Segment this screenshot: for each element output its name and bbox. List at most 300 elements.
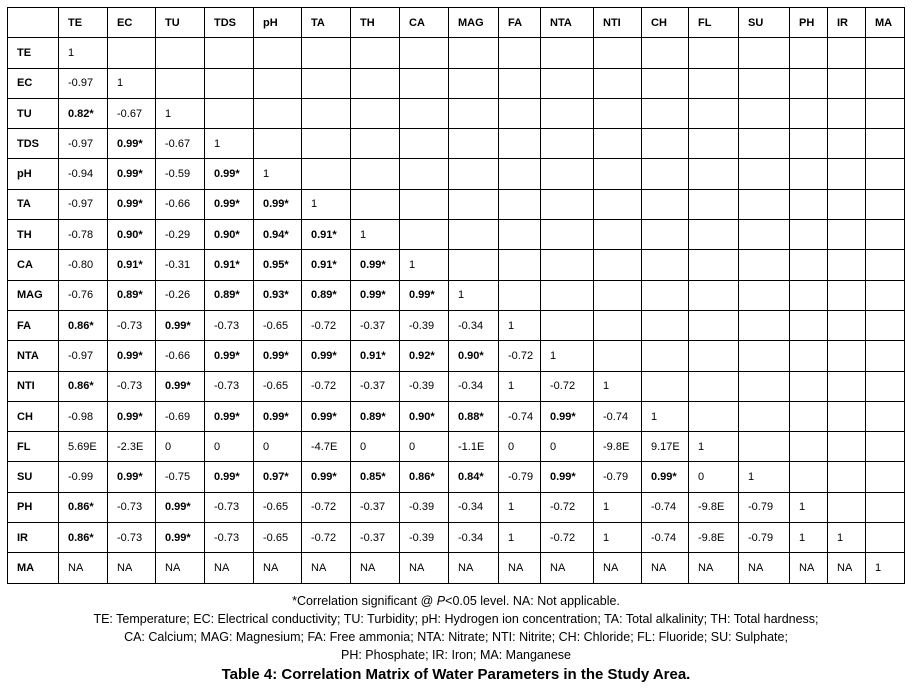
empty-cell	[828, 371, 866, 401]
empty-cell	[642, 189, 689, 219]
table-cell: 0.89*	[351, 401, 400, 431]
table-cell: -0.75	[156, 462, 205, 492]
table-cell: 0.99*	[156, 310, 205, 340]
table-cell: 1	[449, 280, 499, 310]
table-cell: -0.39	[400, 371, 449, 401]
empty-cell	[642, 129, 689, 159]
empty-cell	[739, 280, 790, 310]
empty-cell	[205, 68, 254, 98]
table-cell: 0.82*	[59, 98, 108, 128]
empty-cell	[828, 38, 866, 68]
table-cell: -0.31	[156, 250, 205, 280]
empty-cell	[449, 98, 499, 128]
table-cell: 0.99*	[108, 189, 156, 219]
empty-cell	[594, 98, 642, 128]
table-cell: -0.78	[59, 220, 108, 250]
table-cell: -0.74	[499, 401, 541, 431]
empty-cell	[351, 129, 400, 159]
empty-cell	[351, 98, 400, 128]
table-cell: 0.99*	[156, 492, 205, 522]
table-cell: NA	[594, 553, 642, 583]
table-cell: -0.29	[156, 220, 205, 250]
empty-cell	[541, 250, 594, 280]
column-header: TA	[302, 8, 351, 38]
empty-cell	[790, 189, 828, 219]
table-cell: 0.99*	[254, 341, 302, 371]
empty-cell	[689, 38, 739, 68]
table-cell: -0.39	[400, 310, 449, 340]
empty-cell	[866, 38, 905, 68]
table-cell: -0.79	[739, 492, 790, 522]
empty-cell	[449, 159, 499, 189]
table-cell: -0.66	[156, 341, 205, 371]
empty-cell	[302, 159, 351, 189]
empty-cell	[449, 250, 499, 280]
table-cell: 0.99*	[351, 280, 400, 310]
table-cell: 0.92*	[400, 341, 449, 371]
table-row	[8, 98, 905, 128]
empty-cell	[739, 371, 790, 401]
table-cell: -0.73	[108, 310, 156, 340]
empty-cell	[351, 38, 400, 68]
table-cell: -0.73	[108, 371, 156, 401]
table-cell: -0.72	[302, 523, 351, 553]
table-cell: 1	[790, 523, 828, 553]
empty-cell	[739, 341, 790, 371]
table-cell: 0.99*	[205, 401, 254, 431]
table-cell: -0.74	[642, 523, 689, 553]
table-cell: -0.39	[400, 523, 449, 553]
empty-cell	[499, 98, 541, 128]
empty-cell	[351, 189, 400, 219]
empty-cell	[739, 68, 790, 98]
column-header: CA	[400, 8, 449, 38]
row-header: CA	[8, 250, 59, 280]
table-cell: 1	[108, 68, 156, 98]
table-row	[8, 462, 905, 492]
table-cell: 0.85*	[351, 462, 400, 492]
column-header: FL	[689, 8, 739, 38]
empty-cell	[790, 341, 828, 371]
table-cell: -0.97	[59, 68, 108, 98]
empty-cell	[866, 341, 905, 371]
empty-cell	[828, 280, 866, 310]
empty-cell	[866, 250, 905, 280]
table-cell: -0.94	[59, 159, 108, 189]
table-cell: NA	[499, 553, 541, 583]
row-header: TU	[8, 98, 59, 128]
table-cell: NA	[205, 553, 254, 583]
empty-cell	[594, 220, 642, 250]
empty-cell	[156, 68, 205, 98]
table-row	[8, 189, 905, 219]
table-cell: 1	[499, 310, 541, 340]
empty-cell	[790, 401, 828, 431]
empty-cell	[828, 401, 866, 431]
table-cell: -0.72	[302, 492, 351, 522]
table-cell: -0.73	[108, 492, 156, 522]
table-cell: -0.79	[499, 462, 541, 492]
significance-note-suffix: <0.05 level. NA: Not applicable.	[445, 594, 620, 608]
table-row	[8, 432, 905, 462]
table-cell: -0.79	[739, 523, 790, 553]
table-cell: 0.91*	[108, 250, 156, 280]
table-cell: -9.8E	[689, 523, 739, 553]
table-cell: 0.99*	[400, 280, 449, 310]
empty-cell	[739, 38, 790, 68]
table-cell: 0	[254, 432, 302, 462]
empty-cell	[828, 432, 866, 462]
empty-cell	[254, 98, 302, 128]
empty-cell	[400, 68, 449, 98]
table-header-row	[8, 8, 905, 38]
empty-cell	[866, 310, 905, 340]
table-cell: 0.99*	[205, 159, 254, 189]
row-header: NTI	[8, 371, 59, 401]
empty-cell	[739, 129, 790, 159]
table-cell: -0.73	[205, 371, 254, 401]
empty-cell	[790, 280, 828, 310]
table-cell: -0.65	[254, 371, 302, 401]
empty-cell	[790, 250, 828, 280]
table-cell: 1	[739, 462, 790, 492]
table-cell: 1	[156, 98, 205, 128]
table-cell: 1	[499, 371, 541, 401]
table-cell: -0.39	[400, 492, 449, 522]
table-cell: -1.1E	[449, 432, 499, 462]
row-header: EC	[8, 68, 59, 98]
table-row	[8, 341, 905, 371]
empty-cell	[351, 68, 400, 98]
table-cell: 0.99*	[302, 341, 351, 371]
empty-cell	[449, 189, 499, 219]
column-header: MA	[866, 8, 905, 38]
significance-note	[0, 592, 912, 610]
table-cell: 0.99*	[205, 189, 254, 219]
empty-cell	[449, 129, 499, 159]
table-cell: 0.97*	[254, 462, 302, 492]
table-cell: 1	[594, 523, 642, 553]
row-header: TDS	[8, 129, 59, 159]
significance-note-p: P	[436, 594, 446, 608]
table-cell: -0.67	[156, 129, 205, 159]
table-cell: 0	[689, 462, 739, 492]
empty-cell	[594, 250, 642, 280]
table-cell: 0	[156, 432, 205, 462]
empty-cell	[739, 432, 790, 462]
table-cell: 0.99*	[156, 371, 205, 401]
table-cell: -0.73	[205, 523, 254, 553]
table-cell: 0.91*	[302, 220, 351, 250]
empty-cell	[828, 250, 866, 280]
column-header: TH	[351, 8, 400, 38]
table-cell: NA	[59, 553, 108, 583]
table-row	[8, 38, 905, 68]
empty-cell	[541, 280, 594, 310]
empty-cell	[689, 280, 739, 310]
row-header: pH	[8, 159, 59, 189]
table-cell: 0.99*	[541, 462, 594, 492]
empty-cell	[866, 159, 905, 189]
table-cell: NA	[156, 553, 205, 583]
empty-cell	[689, 189, 739, 219]
empty-cell	[541, 159, 594, 189]
table-cell: NA	[254, 553, 302, 583]
significance-note-prefix: *Correlation significant @	[292, 594, 437, 608]
empty-cell	[828, 68, 866, 98]
table-cell: -0.37	[351, 523, 400, 553]
empty-cell	[828, 98, 866, 128]
empty-cell	[689, 401, 739, 431]
table-cell: 0.88*	[449, 401, 499, 431]
table-cell: 0.90*	[449, 341, 499, 371]
table-cell: -0.59	[156, 159, 205, 189]
table-cell: 0.99*	[108, 129, 156, 159]
empty-cell	[594, 341, 642, 371]
empty-cell	[400, 159, 449, 189]
column-header: TE	[59, 8, 108, 38]
table-cell: 0.99*	[156, 523, 205, 553]
table-cell: NA	[790, 553, 828, 583]
empty-cell	[866, 492, 905, 522]
empty-cell	[739, 401, 790, 431]
table-cell: -0.73	[205, 492, 254, 522]
table-cell: -0.76	[59, 280, 108, 310]
empty-cell	[302, 38, 351, 68]
table-cell: 1	[541, 341, 594, 371]
empty-cell	[499, 129, 541, 159]
empty-cell	[689, 310, 739, 340]
table-cell: NA	[108, 553, 156, 583]
table-cell: 0	[351, 432, 400, 462]
table-cell: -9.8E	[689, 492, 739, 522]
row-header: TE	[8, 38, 59, 68]
table-cell: 1	[689, 432, 739, 462]
empty-cell	[499, 250, 541, 280]
row-header: TH	[8, 220, 59, 250]
table-cell: NA	[739, 553, 790, 583]
table-cell: 1	[499, 523, 541, 553]
table-cell: 0.99*	[302, 401, 351, 431]
empty-cell	[108, 38, 156, 68]
table-cell: -0.99	[59, 462, 108, 492]
table-cell: -0.97	[59, 189, 108, 219]
table-cell: 0.86*	[59, 523, 108, 553]
empty-cell	[541, 68, 594, 98]
table-cell: 0.99*	[108, 341, 156, 371]
empty-cell	[499, 38, 541, 68]
table-row	[8, 129, 905, 159]
empty-cell	[739, 159, 790, 189]
table-cell: -9.8E	[594, 432, 642, 462]
empty-cell	[790, 462, 828, 492]
empty-cell	[828, 492, 866, 522]
table-cell: 1	[594, 371, 642, 401]
table-cell: 1	[499, 492, 541, 522]
table-cell: 0.90*	[205, 220, 254, 250]
empty-cell	[400, 220, 449, 250]
table-cell: 0.86*	[400, 462, 449, 492]
table-cell: 1	[828, 523, 866, 553]
empty-cell	[642, 38, 689, 68]
table-cell: -0.34	[449, 492, 499, 522]
column-header: NTI	[594, 8, 642, 38]
table-cell: 1	[642, 401, 689, 431]
table-cell: 0.86*	[59, 310, 108, 340]
table-footnotes	[0, 592, 912, 664]
empty-cell	[866, 189, 905, 219]
empty-cell	[449, 68, 499, 98]
row-header: FA	[8, 310, 59, 340]
table-cell: 0	[400, 432, 449, 462]
empty-cell	[790, 220, 828, 250]
empty-cell	[499, 68, 541, 98]
empty-cell	[594, 38, 642, 68]
empty-cell	[642, 98, 689, 128]
empty-cell	[689, 98, 739, 128]
table-cell: -2.3E	[108, 432, 156, 462]
table-cell: 0.94*	[254, 220, 302, 250]
empty-cell	[689, 159, 739, 189]
column-header: IR	[828, 8, 866, 38]
column-header: MAG	[449, 8, 499, 38]
table-cell: 0.90*	[400, 401, 449, 431]
row-header: SU	[8, 462, 59, 492]
empty-cell	[866, 432, 905, 462]
empty-cell	[642, 310, 689, 340]
empty-cell	[499, 220, 541, 250]
empty-cell	[594, 68, 642, 98]
empty-cell	[205, 98, 254, 128]
table-cell: -0.37	[351, 492, 400, 522]
table-cell: NA	[642, 553, 689, 583]
empty-cell	[828, 310, 866, 340]
column-header: TU	[156, 8, 205, 38]
empty-cell	[541, 129, 594, 159]
empty-cell	[642, 280, 689, 310]
table-cell: 1	[790, 492, 828, 522]
table-cell: -0.74	[594, 401, 642, 431]
table-cell: 0.93*	[254, 280, 302, 310]
empty-cell	[642, 371, 689, 401]
table-cell: 0.89*	[108, 280, 156, 310]
abbreviations-line: CA: Calcium; MAG: Magnesium; FA: Free ammonia; NTA: Nitrate; NTI: Nitrite; CH: Chloride; FL: Fluoride; SU: Sulphate;	[124, 630, 788, 644]
table-cell: NA	[541, 553, 594, 583]
empty-cell	[790, 98, 828, 128]
empty-cell	[689, 371, 739, 401]
table-row	[8, 523, 905, 553]
table-cell: 0.91*	[351, 341, 400, 371]
row-header: PH	[8, 492, 59, 522]
table-row	[8, 310, 905, 340]
table-cell: 0	[205, 432, 254, 462]
table-cell: -0.26	[156, 280, 205, 310]
empty-cell	[866, 98, 905, 128]
table-cell: 0.91*	[205, 250, 254, 280]
table-cell: 0.99*	[642, 462, 689, 492]
empty-cell	[790, 371, 828, 401]
table-cell: -0.73	[108, 523, 156, 553]
empty-cell	[254, 38, 302, 68]
empty-cell	[254, 68, 302, 98]
empty-cell	[156, 38, 205, 68]
table-cell: 0.84*	[449, 462, 499, 492]
table-cell: 0.99*	[302, 462, 351, 492]
correlation-matrix-table	[7, 7, 905, 584]
empty-cell	[689, 341, 739, 371]
table-cell: 1	[351, 220, 400, 250]
table-cell: NA	[828, 553, 866, 583]
table-row	[8, 159, 905, 189]
row-header: CH	[8, 401, 59, 431]
table-cell: 1	[400, 250, 449, 280]
table-cell: 5.69E	[59, 432, 108, 462]
empty-cell	[594, 310, 642, 340]
table-cell: -0.34	[449, 523, 499, 553]
table-cell: -0.69	[156, 401, 205, 431]
empty-cell	[866, 462, 905, 492]
empty-cell	[642, 68, 689, 98]
row-header: TA	[8, 189, 59, 219]
table-cell: NA	[449, 553, 499, 583]
column-header: SU	[739, 8, 790, 38]
table-cell: 0.99*	[205, 462, 254, 492]
table-cell: -0.65	[254, 310, 302, 340]
empty-cell	[400, 189, 449, 219]
table-row	[8, 553, 905, 583]
table-cell: 0.89*	[302, 280, 351, 310]
empty-cell	[828, 220, 866, 250]
empty-cell	[642, 159, 689, 189]
empty-cell	[642, 220, 689, 250]
column-header: pH	[254, 8, 302, 38]
empty-cell	[449, 220, 499, 250]
table-cell: -0.79	[594, 462, 642, 492]
table-row	[8, 68, 905, 98]
empty-cell	[790, 310, 828, 340]
empty-cell	[866, 523, 905, 553]
table-cell: -0.37	[351, 371, 400, 401]
table-cell: 0.91*	[302, 250, 351, 280]
table-cell: -0.72	[499, 341, 541, 371]
table-cell: -0.66	[156, 189, 205, 219]
table-cell: 0.99*	[205, 341, 254, 371]
empty-cell	[400, 98, 449, 128]
empty-cell	[739, 310, 790, 340]
empty-cell	[790, 68, 828, 98]
empty-cell	[642, 250, 689, 280]
table-cell: -0.34	[449, 371, 499, 401]
empty-cell	[499, 159, 541, 189]
table-cell: 1	[594, 492, 642, 522]
table-cell: -4.7E	[302, 432, 351, 462]
empty-cell	[689, 129, 739, 159]
table-cell: 1	[866, 553, 905, 583]
table-cell: -0.72	[541, 492, 594, 522]
empty-cell	[302, 129, 351, 159]
empty-cell	[790, 129, 828, 159]
table-cell: 0.86*	[59, 492, 108, 522]
empty-cell	[351, 159, 400, 189]
row-header: NTA	[8, 341, 59, 371]
empty-cell	[739, 220, 790, 250]
empty-cell	[739, 98, 790, 128]
empty-cell	[828, 129, 866, 159]
empty-cell	[642, 341, 689, 371]
empty-cell	[449, 38, 499, 68]
empty-cell	[828, 189, 866, 219]
empty-cell	[400, 38, 449, 68]
